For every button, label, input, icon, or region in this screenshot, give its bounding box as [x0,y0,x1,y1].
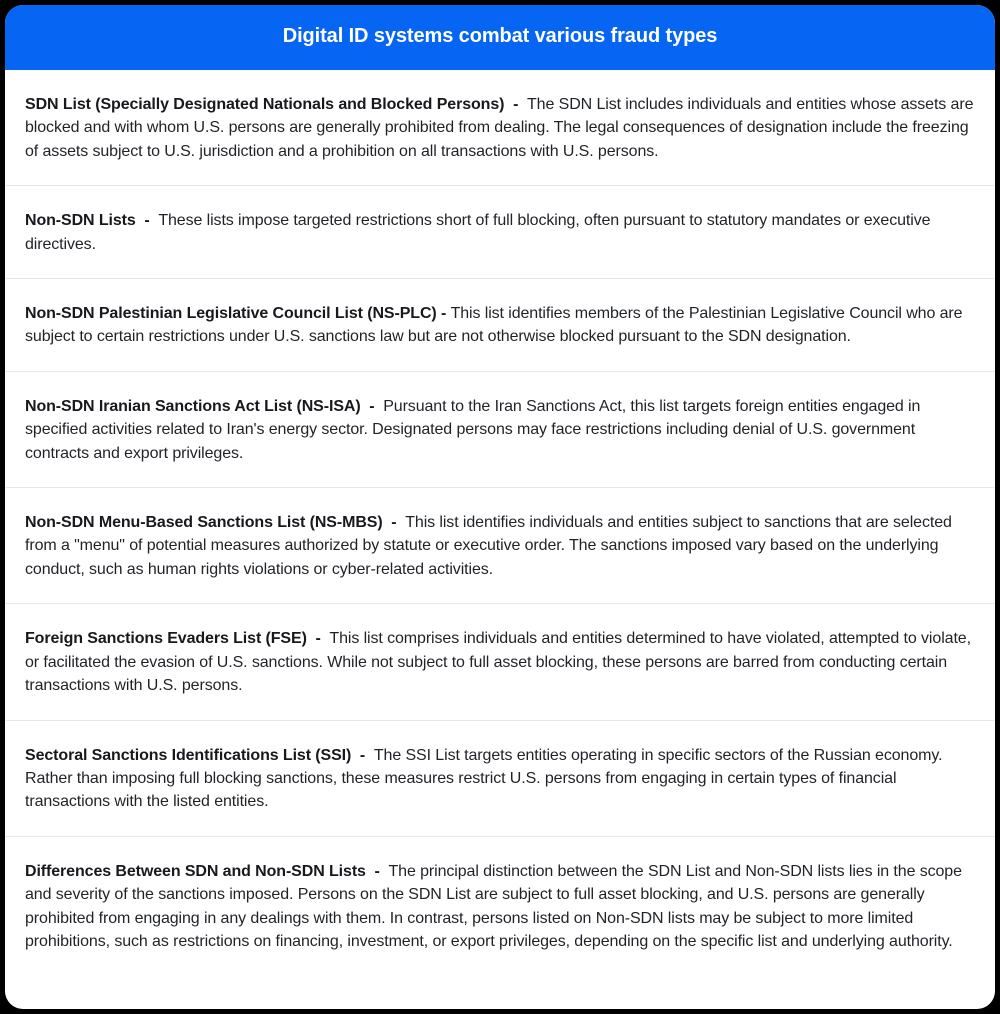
section-title: Sectoral Sanctions Identifications List (SSI) [25,746,352,764]
section-text [25,209,975,256]
list-item [5,70,995,185]
list-item [5,278,995,371]
section-text [25,860,975,954]
list-item [5,836,995,1009]
section-text [25,302,975,349]
section-title: Non-SDN Lists [25,212,136,230]
section-dash: - [436,305,451,323]
page-title: Digital ID systems combat various fraud types [282,25,718,47]
section-dash: - [504,96,527,113]
section-text [25,744,975,814]
list-item [5,603,995,719]
section-dash: - [351,746,374,764]
card-header [5,5,995,70]
section-dash: - [306,630,330,648]
section-title: Non-SDN Iranian Sanctions Act List (NS-ISA) [25,397,361,415]
section-text [25,93,975,163]
section-title: Foreign Sanctions Evaders List (FSE) [25,630,307,648]
section-description: This list identifies members of the Palestinian Legislative Council who are subject to certain restrictions under U.S. sanctions law but are not otherwise blocked pursuant to the SDN designation. [25,305,963,346]
section-title: SDN List (Specially Designated Nationals and Blocked Persons) [25,96,505,113]
section-title: Differences Between SDN and Non-SDN Lists [25,862,366,880]
section-description: The SDN List includes individuals and entities whose assets are blocked and with whom U.S. persons are generally prohibited from dealing. The legal consequences of designation include the freezing of assets subject to U.S. jurisdiction and a prohibition on all transactions with U.S. persons. [25,96,974,160]
section-dash: - [360,397,384,415]
section-title: Non-SDN Palestinian Legislative Council List (NS-PLC) [25,305,437,323]
section-text [25,395,975,465]
list-item [5,487,995,603]
sections-list [5,70,995,1009]
list-item [5,371,995,487]
section-dash: - [382,514,406,532]
section-title: Non-SDN Menu-Based Sanctions List (NS-MBS) [25,514,383,532]
section-description: Pursuant to the Iran Sanctions Act, this list targets foreign entities engaged in specified activities related to Iran's energy sector. Designated persons may face restrictions including denial of U.S. government contracts and export privileges. [25,397,921,462]
section-text [25,627,975,697]
section-description: This list comprises individuals and entities determined to have violated, attempted to violate, or facilitated the evasion of U.S. sanctions. While not subject to full asset blocking, these persons are barred from conducting certain transactions with U.S. persons. [25,630,971,695]
section-dash: - [135,212,159,230]
section-dash: - [365,862,389,880]
list-item [5,720,995,836]
section-text [25,511,975,581]
info-card [5,5,995,1009]
section-description: These lists impose targeted restrictions short of full blocking, often pursuant to statutory mandates or executive directives. [25,212,931,253]
list-item [5,185,995,278]
section-description: The SSI List targets entities operating in specific sectors of the Russian economy. Rather than imposing full blocking sanctions, these measures restrict U.S. persons from engaging in certain types of financial transactions with the listed entities. [25,746,943,811]
section-description: The principal distinction between the SDN List and Non-SDN lists lies in the scope and severity of the sanctions imposed. Persons on the SDN List are subject to full asset blocking, and U.S. persons are generally prohibited from engaging in any dealings with them. In contrast, persons listed on Non-SDN lists may be subject to more limited prohibitions, such as restrictions on financing, investment, or export privileges, depending on the specific list and underlying authority. [25,862,962,950]
section-description: This list identifies individuals and entities subject to sanctions that are selected from a "menu" of potential measures authorized by statute or executive order. The sanctions imposed vary based on the underlying conduct, such as human rights violations or cyber-related activities. [25,514,952,578]
